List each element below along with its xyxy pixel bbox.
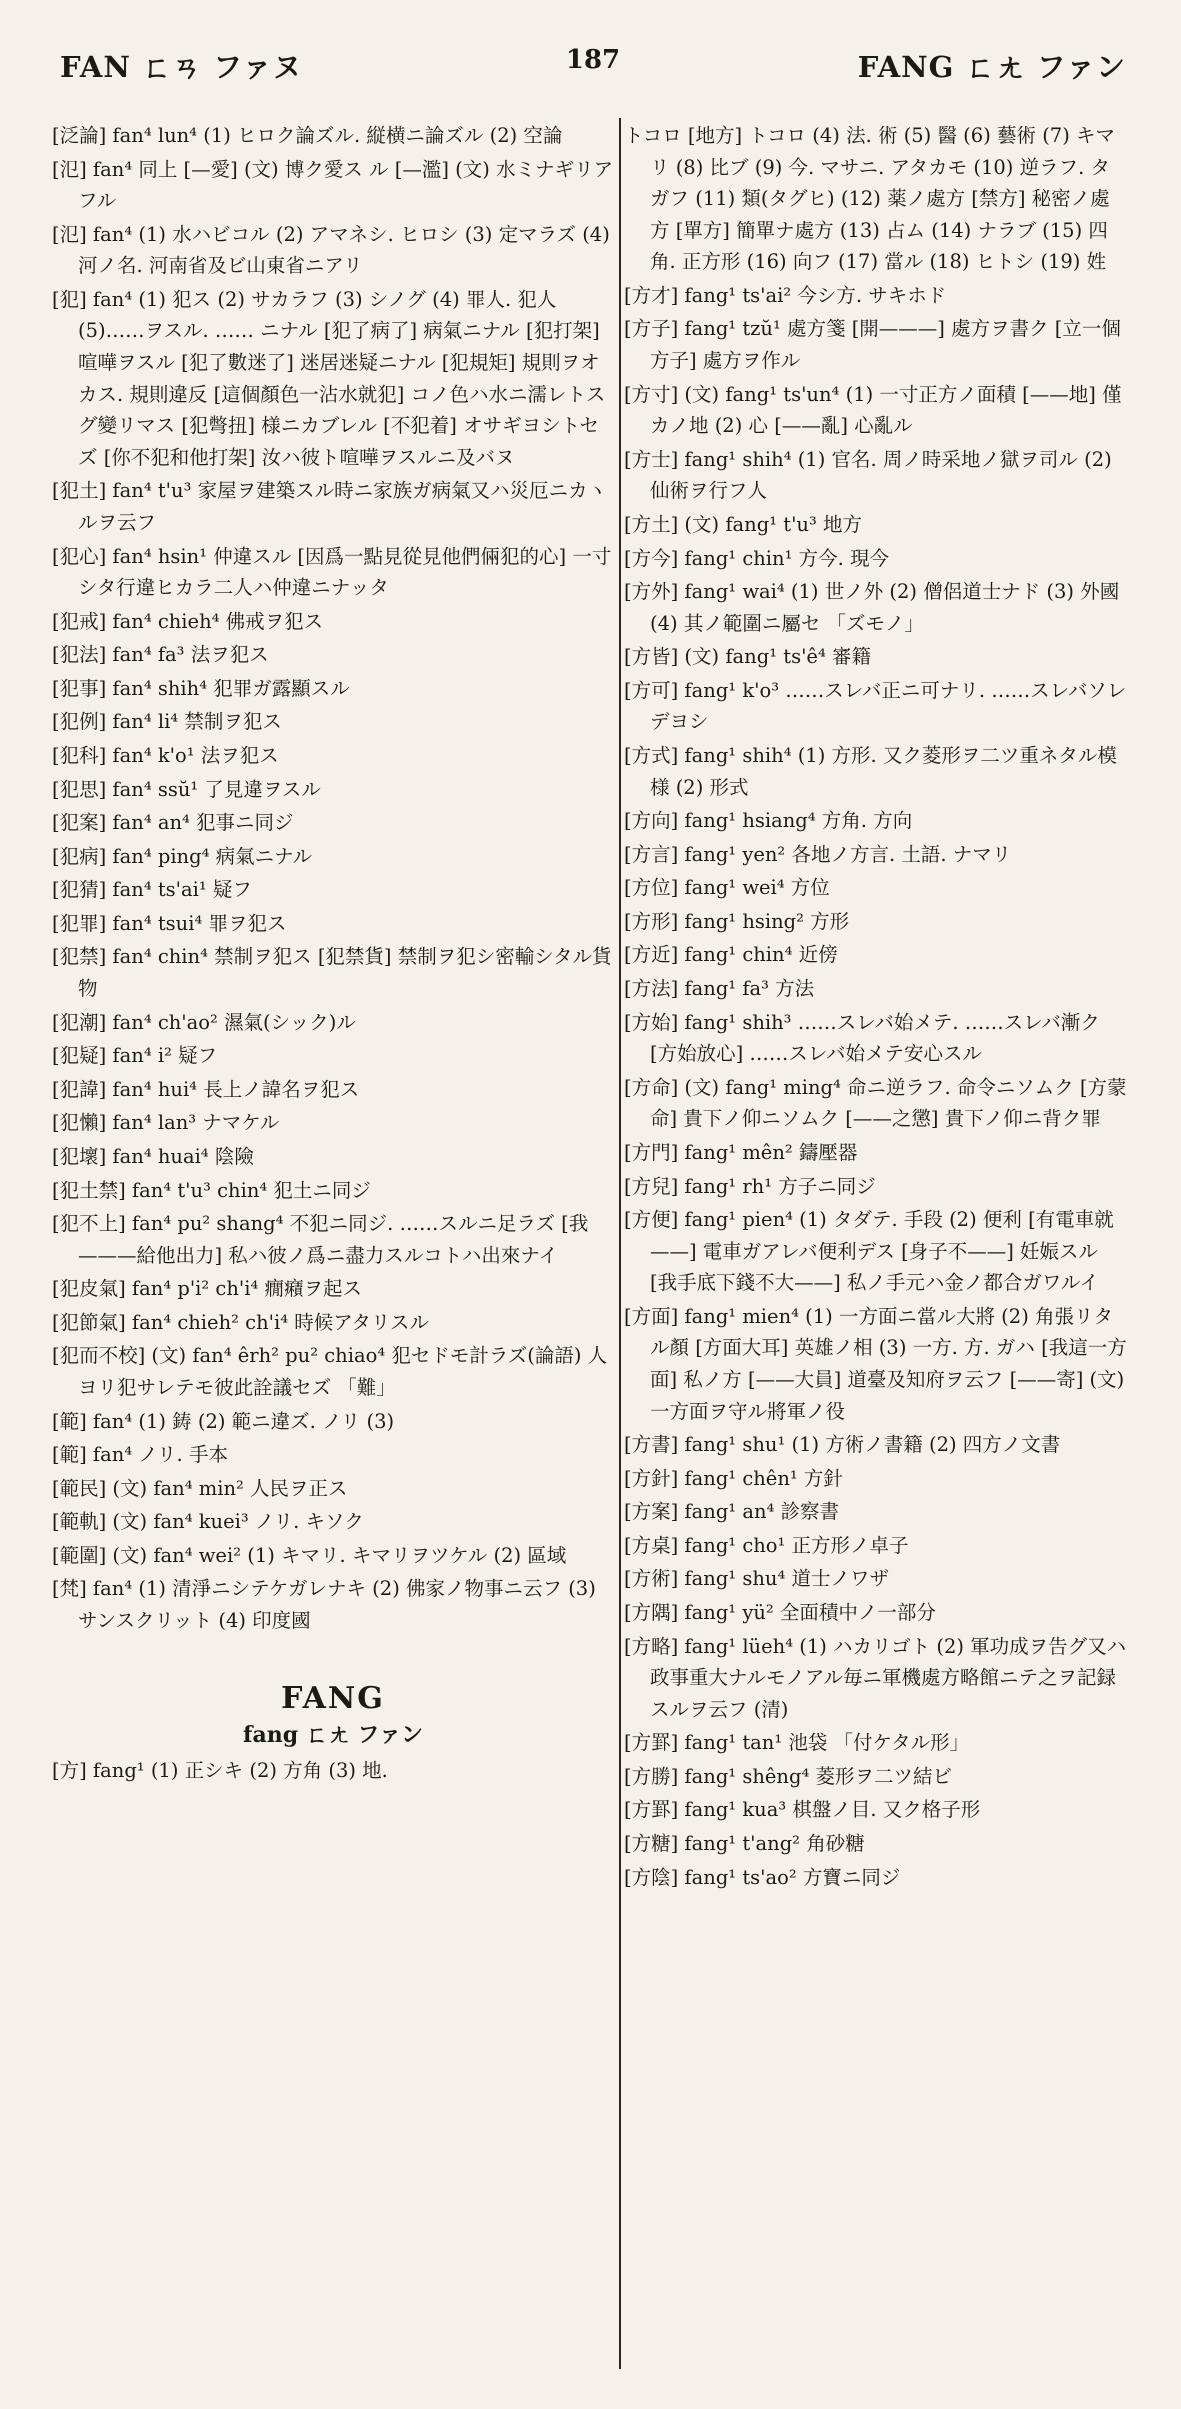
dictionary-entry: [犯] fan⁴ (1) 犯ス (2) サカラフ (3) シノグ (4) 罪人. 犯人 (5)……ヲスル. …… ニナル [犯了病了] 病氣ニナル [犯打架] 喧嘩ヲスル [犯了數迷了] 迷居迷疑ニナル [犯規矩] 規則ヲオカス. 規則違反 [這個顏色一沾水就犯] コノ色ハ水ニ濡レトスグ變リマス [犯彆扭] 様ニカブレル [不犯着] オサギヨシトセズ [你不犯和他打架] 汝ハ彼ト喧嘩ヲスルニ及バヌ: [52, 287, 606, 469]
section-subtitle: fang ㄈㄤ ファン: [243, 1721, 423, 1748]
dictionary-entry: [範] fan⁴ (1) 鋳 (2) 範ニ違ズ. ノリ (3): [52, 1409, 395, 1433]
dictionary-entry: [方桌] fang¹ cho¹ 正方形ノ卓子: [624, 1533, 909, 1557]
dictionary-entry: [犯潮] fan⁴ ch'ao² 濕氣(シック)ル: [52, 1010, 356, 1034]
dictionary-entry: [犯皮氣] fan⁴ p'i² ch'i⁴ 癇癪ヲ起ス: [52, 1277, 363, 1301]
dictionary-entry: [方] fang¹ (1) 正シキ (2) 方角 (3) 地.: [52, 1758, 388, 1782]
dictionary-entry: [方陰] fang¹ ts'ao² 方寶ニ同ジ: [624, 1865, 901, 1889]
dictionary-entry: [方皆] (文) fang¹ ts'ê⁴ 審籍: [624, 645, 871, 669]
page-number: 187: [565, 45, 621, 75]
dictionary-entry: [方罫] fang¹ tan¹ 池袋 「付ケタル形」: [624, 1731, 970, 1755]
dictionary-entry: [犯懶] fan⁴ lan³ ナマケル: [52, 1111, 280, 1135]
dictionary-entry: [方今] fang¹ chin¹ 方今. 現今: [624, 546, 890, 570]
dictionary-entry: [犯例] fan⁴ li⁴ 禁制ヲ犯ス: [52, 710, 282, 734]
dictionary-entry: [犯事] fan⁴ shih⁴ 犯罪ガ露顯スル: [52, 676, 350, 700]
dictionary-entry: [梵] fan⁴ (1) 清淨ニシテケガレナキ (2) 佛家ノ物事ニ云フ (3) サンスクリット (4) 印度國: [52, 1577, 596, 1633]
column-divider: [619, 118, 621, 2369]
dictionary-entry: [方寸] (文) fang¹ ts'un⁴ (1) 一寸正方ノ面積 [——地] 僅カノ地 (2) 心 [——亂] 心亂ル: [624, 382, 1122, 438]
dictionary-entry: [方針] fang¹ chên¹ 方針: [624, 1466, 843, 1490]
dictionary-entry: [方土] (文) fang¹ t'u³ 地方: [624, 512, 862, 536]
dictionary-entry: [犯思] fan⁴ ssŭ¹ 了見違ヲスル: [52, 777, 321, 801]
dictionary-entry: [方書] fang¹ shu¹ (1) 方術ノ書籍 (2) 四方ノ文書: [624, 1433, 1061, 1457]
dictionary-entry: [方糖] fang¹ t'ang² 角砂糖: [624, 1832, 865, 1856]
dictionary-entry: [方形] fang¹ hsing² 方形: [624, 909, 850, 933]
dictionary-entry: トコロ [地方] トコロ (4) 法. 術 (5) 醫 (6) 藝術 (7) キマリ (8) 比ブ (9) 今. マサニ. アタカモ (10) 逆ラフ. タガフ (11) 類(タグヒ) (12) 薬ノ處方 [禁方] 秘密ノ處方 [單方] 簡單ナ處方 (13) 占ム (14) ナラブ (15) 四角. 正方形 (16) 向フ (17) 當ル (18) ヒトシ (19) 姓: [624, 124, 1116, 274]
dictionary-entry: [犯壞] fan⁴ huai⁴ 陰險: [52, 1144, 254, 1168]
dictionary-entry: [犯科] fan⁴ k'o¹ 法ヲ犯ス: [52, 743, 279, 767]
dictionary-entry: [犯疑] fan⁴ i² 疑フ: [52, 1044, 218, 1068]
dictionary-entry: [方案] fang¹ an⁴ 診察書: [624, 1500, 840, 1524]
right-column: [624, 120, 1129, 2369]
dictionary-entry: [方術] fang¹ shu⁴ 道士ノワザ: [624, 1567, 889, 1591]
dictionary-entry: [方位] fang¹ wei⁴ 方位: [624, 876, 830, 900]
dictionary-entry: [犯法] fan⁴ fa³ 法ヲ犯ス: [52, 643, 269, 667]
dictionary-entry: [方士] fang¹ shih⁴ (1) 官名. 周ノ時采地ノ獄ヲ司ル (2) 仙術ヲ行フ人: [624, 447, 1112, 503]
dictionary-entry: [方外] fang¹ wai⁴ (1) 世ノ外 (2) 僧侶道士ナド (3) 外國 (4) 其ノ範圍ニ屬セ 「ズモノ」: [624, 580, 1120, 635]
dictionary-entry: [方兒] fang¹ rh¹ 方子ニ同ジ: [624, 1174, 876, 1198]
dictionary-entry: [方近] fang¹ chin⁴ 近傍: [624, 943, 838, 967]
dictionary-entry: [氾] fan⁴ 同上 [—愛] (文) 博ク愛ス ル [—濫] (文) 水ミナギリアフル: [52, 157, 614, 213]
dictionary-entry: [犯罪] fan⁴ tsui⁴ 罪ヲ犯ス: [52, 911, 287, 935]
dictionary-entry: [犯節氣] fan⁴ chieh² ch'i⁴ 時候アタリスル: [52, 1310, 430, 1334]
dictionary-entry: [方式] fang¹ shih⁴ (1) 方形. 又ク菱形ヲ二ツ重ネタル模様 (2) 形式: [624, 743, 1117, 799]
header-left-heading: FAN ㄈㄢ ファヌ: [60, 50, 303, 84]
dictionary-entry: [犯不上] fan⁴ pu² shang⁴ 不犯ニ同ジ. ……スルニ足ラズ [我———給他出力] 私ハ彼ノ爲ニ盡力スルコトハ出來ナイ: [52, 1212, 589, 1267]
dictionary-entry: [犯土] fan⁴ t'u³ 家屋ヲ建築スル時ニ家族ガ病氣又ハ災厄ニカヽルヲ云フ: [52, 479, 608, 534]
dictionary-entry: [犯心] fan⁴ hsin¹ 仲違スル [因爲一點見從見他們倆犯的心] 一寸シタ行違ヒカラ二人ハ仲違ニナッタ: [52, 544, 612, 600]
dictionary-entry: [犯猜] fan⁴ ts'ai¹ 疑フ: [52, 878, 252, 902]
dictionary-entry: [方法] fang¹ fa³ 方法: [624, 977, 815, 1001]
dictionary-entry: [方才] fang¹ ts'ai² 今シ方. サキホド: [624, 283, 947, 307]
dictionary-entry: [犯而不校] (文) fan⁴ êrh² pu² chiao⁴ 犯セドモ計ラズ(論語) 人ヨリ犯サレテモ彼此詮議セズ 「難」: [52, 1344, 608, 1399]
dictionary-entry: [方略] fang¹ lüeh⁴ (1) ハカリゴト (2) 軍功成ヲ告グ又ハ政事重大ナルモノアル毎ニ軍機處方略館ニテ之ヲ記録スルヲ云フ (清): [624, 1634, 1127, 1721]
dictionary-entry: [方便] fang¹ pien⁴ (1) タダテ. 手段 (2) 便利 [有電車就——] 電車ガアレバ便利デス [身子不——] 妊娠スル [我手底下錢不大——] 私ノ手元ハ金ノ都合ガワルイ: [624, 1208, 1114, 1295]
dictionary-entry: [方勝] fang¹ shêng⁴ 菱形ヲ二ツ結ビ: [624, 1764, 952, 1788]
dictionary-entry: [方命] (文) fang¹ ming⁴ 命ニ逆ラフ. 命令ニソムク [方蒙命] 貴下ノ仰ニソムク [——之懲] 貴下ノ仰ニ背ク罪: [624, 1075, 1127, 1131]
dictionary-entry: [範圍] (文) fan⁴ wei² (1) キマリ. キマリヲツケル (2) 區域: [52, 1543, 567, 1567]
dictionary-entry: [犯禁] fan⁴ chin⁴ 禁制ヲ犯ス [犯禁貨] 禁制ヲ犯シ密輸シタル貨物: [52, 945, 612, 1001]
dictionary-entry: [犯諱] fan⁴ hui⁴ 長上ノ諱名ヲ犯ス: [52, 1077, 360, 1101]
dictionary-entry: [方子] fang¹ tzŭ¹ 處方箋 [開———] 處方ヲ書ク [立一個方子] 處方ヲ作ル: [624, 317, 1121, 373]
dictionary-entry: [範] fan⁴ ノリ. 手本: [52, 1443, 228, 1467]
header-right-heading: FANG ㄈㄤ ファン: [857, 50, 1126, 84]
dictionary-entry: [方可] fang¹ k'o³ ……スレバ正ニ可ナリ. ……スレバソレデヨシ: [624, 678, 1127, 734]
dictionary-entry: [泛論] fan⁴ lun⁴ (1) ヒロク論ズル. 縦横ニ論ズル (2) 空論: [52, 124, 563, 147]
left-column: [52, 120, 614, 2369]
dictionary-entry: [範民] (文) fan⁴ min² 人民ヲ正ス: [52, 1476, 348, 1500]
dictionary-entry: [方始] fang¹ shih³ ……スレバ始メテ. ……スレバ漸ク [方始放心] ……スレバ始メテ安心スル: [624, 1010, 1100, 1066]
dictionary-entry: [方罫] fang¹ kua³ 棋盤ノ目. 又ク格子形: [624, 1798, 981, 1822]
dictionary-entry: [氾] fan⁴ (1) 水ハビコル (2) アマネシ. ヒロシ (3) 定マラズ (4) 河ノ名. 河南省及ビ山東省ニアリ: [52, 222, 610, 278]
dictionary-entry: [犯病] fan⁴ ping⁴ 病氣ニナル: [52, 844, 313, 868]
section-heading: [52, 1681, 614, 1749]
dictionary-entry: [方面] fang¹ mien⁴ (1) 一方面ニ當ル大將 (2) 角張リタル顏 [方面大耳] 英雄ノ相 (3) 一方. 方. ガハ [我這一方面] 私ノ方 [——大員] 道臺及知府ヲ云フ [——寄] (文) 一方面ヲ守ル將軍ノ役: [624, 1304, 1127, 1423]
dictionary-entry: [範軌] (文) fan⁴ kuei³ ノリ. キソク: [52, 1510, 364, 1534]
page-header: [60, 45, 1126, 85]
dictionary-entry: [犯土禁] fan⁴ t'u³ chin⁴ 犯土ニ同ジ: [52, 1178, 371, 1202]
dictionary-entry: [犯戒] fan⁴ chieh⁴ 佛戒ヲ犯ス: [52, 609, 324, 633]
section-title: FANG: [281, 1680, 385, 1716]
dictionary-entry: [方向] fang¹ hsiang⁴ 方角. 方向: [624, 809, 913, 833]
dictionary-entry: [方隅] fang¹ yü² 全面積中ノ一部分: [624, 1601, 936, 1625]
dictionary-entry: [方言] fang¹ yen² 各地ノ方言. 土語. ナマリ: [624, 842, 1012, 866]
dictionary-entry: [犯案] fan⁴ an⁴ 犯事ニ同ジ: [52, 811, 294, 835]
dictionary-entry: [方門] fang¹ mên² 鑄壓器: [624, 1140, 858, 1164]
